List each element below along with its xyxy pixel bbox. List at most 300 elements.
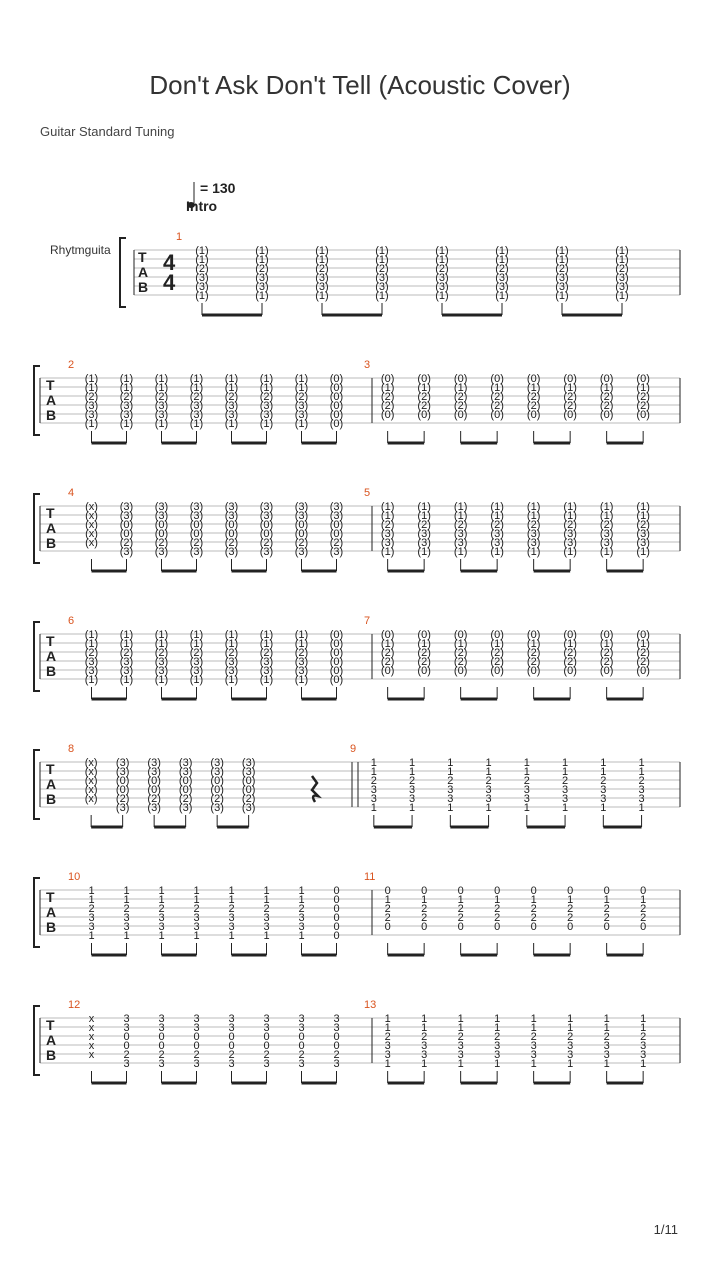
fret-number: (1) [189,629,204,641]
fret-number: 2 [457,1031,464,1043]
fret-number: (3) [154,510,169,522]
fret-number: (2) [636,647,650,659]
measure-number: 10 [68,871,81,883]
fret-number: 2 [530,912,537,924]
fret-number: 1 [530,894,537,906]
fret-number: (3) [210,802,224,814]
fret-number: (1) [315,290,329,302]
fret-number: 3 [447,793,454,805]
fret-number: 0 [263,1040,270,1052]
fret-number: (0) [526,373,541,385]
fret-number: (1) [380,382,395,394]
fret-number: 3 [600,784,607,796]
fret-number: (2) [380,400,395,412]
fret-number: (3) [435,272,449,284]
fret-number: 1 [530,1022,537,1034]
fret-number: 3 [298,1022,305,1034]
fret-number: 3 [567,1049,574,1061]
fret-number: 0 [494,885,501,897]
fret-number: (1) [119,418,134,430]
fret-number: 2 [640,903,647,915]
fret-number: 3 [523,793,530,805]
fret-number: (1) [375,254,389,266]
fret-number: 3 [638,793,645,805]
fret-number: 1 [638,766,645,778]
fret-number: (3) [147,766,161,778]
tab-clef-letter: T [46,377,55,393]
fret-number: 1 [600,757,607,769]
fret-number: 1 [457,1013,464,1025]
fret-number: (1) [154,674,169,686]
fret-number: (3) [224,656,239,668]
fret-number: 2 [158,1049,165,1061]
time-signature-digit: 4 [163,250,176,275]
fret-number: (2) [294,647,309,659]
fret-number: 2 [457,903,464,915]
fret-number: (1) [294,674,309,686]
fret-number: (0) [453,409,468,421]
fret-number: 0 [333,1040,340,1052]
fret-number: 1 [193,894,200,906]
fret-number: 1 [603,894,610,906]
fret-number: (1) [224,674,239,686]
fret-number: (3) [490,537,504,549]
fret-number: 1 [603,1058,610,1070]
fret-number: (2) [178,793,193,805]
fret-number: (2) [380,519,395,531]
fret-number: (1) [255,254,269,266]
fret-number: 3 [263,912,270,924]
fret-number: (1) [615,290,629,302]
fret-number: (3) [224,665,239,677]
fret-number: 2 [298,1049,305,1061]
fret-number: (3) [526,528,541,540]
fret-number: (2) [195,263,209,275]
fret-number: 1 [193,930,200,942]
fret-number: (1) [189,674,204,686]
system-bracket [34,750,40,819]
fret-number: 2 [421,912,428,924]
fret-number: (2) [189,537,204,549]
fret-number: 1 [193,885,200,897]
fret-number: 3 [447,784,454,796]
fret-number: 2 [123,1049,130,1061]
fret-number: (0) [599,409,614,421]
fret-number: (2) [189,647,204,659]
fret-number: 3 [193,1022,200,1034]
fret-number: 1 [562,757,569,769]
measure-number: 5 [364,487,371,499]
fret-number: (1) [259,638,274,650]
fret-number: 1 [263,894,270,906]
fret-number: 0 [298,1040,305,1052]
fret-number: 1 [494,1013,501,1025]
fret-number: 3 [88,912,95,924]
fret-number: (3) [178,766,193,778]
section-label: Intro [186,198,218,214]
fret-number: 0 [640,921,647,933]
fret-number: (1) [526,638,541,650]
tab-clef-letter: T [46,505,55,521]
fret-number: (0) [329,647,344,659]
measure-number: 13 [364,999,377,1011]
fret-number: 1 [567,894,574,906]
fret-number: (2) [154,537,169,549]
fret-number: 3 [567,1040,574,1052]
fret-number: 1 [640,1022,647,1034]
fret-number: 2 [263,903,270,915]
tab-clef-letter: B [46,1047,57,1063]
fret-number: x [88,1031,95,1043]
fret-number: 2 [603,912,610,924]
fret-number: (2) [435,263,449,275]
fret-number: 2 [384,912,391,924]
fret-number: (2) [599,647,614,659]
fret-number: 1 [485,802,492,814]
system-bracket [34,366,40,435]
system-bracket [120,238,126,307]
fret-number: (3) [115,766,130,778]
fret-number: 1 [640,894,647,906]
fret-number: (1) [189,418,204,430]
fret-number: (3) [380,528,395,540]
fret-number: 3 [409,784,416,796]
fret-number: 1 [263,930,270,942]
fret-number: (3) [294,546,309,558]
fret-number: 2 [562,775,569,787]
fret-number: (2) [555,263,569,275]
fret-number: (0) [147,784,161,796]
fret-number: (3) [115,757,130,769]
fret-number: (3) [84,409,99,421]
fret-number: (2) [259,537,274,549]
fret-number: (3) [154,501,169,513]
fret-number: 3 [384,1040,391,1052]
fret-number: (3) [119,400,134,412]
fret-number: (x) [84,766,98,778]
tab-clef-letter: A [138,264,149,280]
fret-number: 3 [421,1040,428,1052]
fret-number: (3) [495,272,509,284]
fret-number: (1) [294,373,309,385]
fret-number: (3) [119,656,134,668]
fret-number: (1) [636,501,650,513]
fret-number: (1) [84,373,99,385]
fret-number: (1) [417,382,431,394]
system-bracket [34,878,40,947]
fret-number: (2) [119,391,134,403]
fret-number: 2 [421,1031,428,1043]
fret-number: (3) [259,409,274,421]
fret-number: (1) [154,629,169,641]
fret-number: (1) [563,501,577,513]
fret-number: 3 [494,1049,501,1061]
fret-number: (3) [241,802,256,814]
fret-number: 2 [158,903,165,915]
fret-number: (x) [84,784,98,796]
measure-number: 7 [364,615,371,627]
tempo-marking: = 130 [200,180,236,196]
fret-number: 1 [298,894,305,906]
fret-number: 2 [370,775,377,787]
fret-number: 1 [298,885,305,897]
fret-number: 3 [193,912,200,924]
tab-clef-letter: B [138,279,149,295]
fret-number: 0 [530,921,537,933]
fret-number: 2 [494,1031,501,1043]
fret-number: (x) [85,510,98,522]
fret-number: (1) [490,510,504,522]
fret-number: (0) [380,373,395,385]
fret-number: (3) [241,757,256,769]
fret-number: 3 [123,1013,130,1025]
fret-number: (2) [636,400,650,412]
fret-number: (2) [636,656,650,668]
fret-number: (0) [526,629,541,641]
fret-number: 3 [228,1058,235,1070]
fret-number: 3 [457,1040,464,1052]
fret-number: 1 [567,1022,574,1034]
fret-number: (3) [241,766,256,778]
fret-number: 1 [640,1058,647,1070]
fret-number: 3 [409,793,416,805]
fret-number: (1) [563,510,577,522]
fret-number: 3 [370,784,377,796]
fret-number: (1) [154,373,169,385]
fret-number: 3 [123,1058,130,1070]
fret-number: 1 [494,1022,501,1034]
fret-number: (3) [329,501,344,513]
fret-number: (3) [294,665,309,677]
fret-number: (1) [84,674,99,686]
fret-number: (0) [329,528,344,540]
fret-number: (1) [195,254,209,266]
fret-number: (2) [495,263,509,275]
fret-number: (3) [147,802,161,814]
fret-number: (1) [417,638,431,650]
fret-number: 0 [333,930,340,942]
system-bracket [34,622,40,691]
fret-number: (1) [380,638,395,650]
fret-number: (2) [453,656,468,668]
fret-number: (3) [210,766,224,778]
fret-number: (1) [555,254,569,266]
fret-number: (0) [563,665,577,677]
fret-number: (1) [294,418,309,430]
fret-number: 1 [494,1058,501,1070]
fret-number: (2) [599,391,614,403]
fret-number: (3) [294,510,309,522]
fret-number: (2) [147,793,161,805]
fret-number: (1) [294,382,309,394]
fret-number: 1 [562,802,569,814]
fret-number: 2 [485,775,492,787]
fret-number: 3 [457,1049,464,1061]
fret-number: (0) [490,629,504,641]
fret-number: (2) [599,400,614,412]
fret-number: (0) [329,665,344,677]
fret-number: (1) [315,245,329,257]
fret-number: (0) [563,409,577,421]
fret-number: (2) [526,647,541,659]
fret-number: (3) [259,656,274,668]
fret-number: 0 [603,921,610,933]
tab-clef-letter: T [46,889,55,905]
fret-number: (3) [315,272,329,284]
fret-number: (3) [119,409,134,421]
fret-number: 2 [567,903,574,915]
fret-number: (3) [224,501,239,513]
fret-number: (1) [315,254,329,266]
fret-number: (2) [453,400,468,412]
fret-number: (3) [615,281,629,293]
fret-number: (3) [259,546,274,558]
fret-number: 3 [263,1058,270,1070]
fret-number: (2) [563,647,577,659]
fret-number: 0 [158,1031,165,1043]
fret-number: (0) [329,418,344,430]
fret-number: 0 [193,1040,200,1052]
fret-number: (0) [119,528,134,540]
fret-number: (0) [329,409,344,421]
tab-clef-letter: T [138,249,147,265]
fret-number: 2 [384,903,391,915]
fret-number: 3 [421,1049,428,1061]
fret-number: 3 [228,912,235,924]
fret-number: 1 [485,757,492,769]
fret-number: (0) [329,400,344,412]
fret-number: 0 [193,1031,200,1043]
fret-number: (1) [119,629,134,641]
fret-number: 0 [333,903,340,915]
fret-number: (1) [119,638,134,650]
fret-number: 0 [158,1040,165,1052]
fret-number: (3) [417,528,431,540]
fret-number: (0) [224,519,239,531]
fret-number: (1) [195,290,209,302]
measure-number: 9 [350,743,357,755]
fret-number: 3 [485,784,492,796]
fret-number: 3 [193,921,200,933]
tab-clef-letter: B [46,791,57,807]
fret-number: 1 [567,1013,574,1025]
fret-number: (0) [563,373,577,385]
fret-number: 2 [123,903,130,915]
fret-number: (x) [84,775,98,787]
tab-clef-letter: A [46,520,57,536]
time-signature-digit: 4 [163,270,176,295]
fret-number: (3) [453,528,468,540]
fret-number: (3) [380,537,395,549]
system-bracket [34,494,40,563]
fret-number: 2 [600,775,607,787]
fret-number: (1) [453,546,468,558]
fret-number: 1 [298,930,305,942]
fret-number: 1 [457,1058,464,1070]
fret-number: 0 [567,921,574,933]
fret-number: (0) [563,629,577,641]
tab-clef-letter: A [46,776,57,792]
fret-number: 3 [530,1049,537,1061]
fret-number: (3) [189,510,204,522]
fret-number: 3 [123,912,130,924]
fret-number: (3) [563,537,577,549]
fret-number: (0) [453,373,468,385]
fret-number: (1) [224,629,239,641]
fret-number: (1) [490,382,504,394]
fret-number: 0 [228,1031,235,1043]
fret-number: 1 [123,930,130,942]
fret-number: (3) [615,272,629,284]
fret-number: 3 [485,793,492,805]
fret-number: 1 [447,766,454,778]
fret-number: 1 [228,894,235,906]
fret-number: (0) [294,519,309,531]
fret-number: (2) [453,519,468,531]
fret-number: (0) [380,629,395,641]
fret-number: (2) [375,263,389,275]
fret-number: (1) [154,382,169,394]
fret-number: (1) [636,382,650,394]
measure-number: 6 [68,615,75,627]
fret-number: (1) [599,510,614,522]
fret-number: 1 [603,1022,610,1034]
fret-number: (0) [417,373,431,385]
fret-number: 2 [228,903,235,915]
tab-clef-letter: A [46,392,57,408]
fret-number: (2) [526,656,541,668]
fret-number: (0) [636,409,650,421]
fret-number: (1) [490,638,504,650]
fret-number: (0) [329,519,344,531]
fret-number: 1 [638,757,645,769]
fret-number: (3) [154,400,169,412]
fret-number: 0 [567,885,574,897]
fret-number: 3 [263,1013,270,1025]
fret-number: (1) [259,629,274,641]
fret-number: 3 [333,1058,340,1070]
fret-number: 0 [333,912,340,924]
fret-number: (1) [636,638,650,650]
fret-number: 2 [333,1049,340,1061]
fret-number: (0) [210,784,224,796]
fret-number: 1 [228,930,235,942]
fret-number: 1 [457,894,464,906]
fret-number: 0 [457,921,464,933]
fret-number: (0) [119,519,134,531]
fret-number: (3) [119,546,134,558]
fret-number: (3) [259,665,274,677]
fret-number: 3 [384,1049,391,1061]
fret-number: 1 [384,1013,391,1025]
fret-number: 1 [447,757,454,769]
fret-number: (3) [119,501,134,513]
tab-clef-letter: B [46,919,57,935]
fret-number: (1) [526,510,541,522]
fret-number: (1) [259,373,274,385]
fret-number: (3) [315,281,329,293]
fret-number: 1 [228,885,235,897]
fret-number: 0 [384,921,391,933]
fret-number: 0 [333,894,340,906]
fret-number: (3) [417,537,431,549]
fret-number: (1) [84,638,99,650]
tab-clef-letter: T [46,633,55,649]
fret-number: (1) [636,510,650,522]
fret-number: (2) [453,391,468,403]
fret-number: 3 [494,1040,501,1052]
fret-number: (0) [380,409,395,421]
